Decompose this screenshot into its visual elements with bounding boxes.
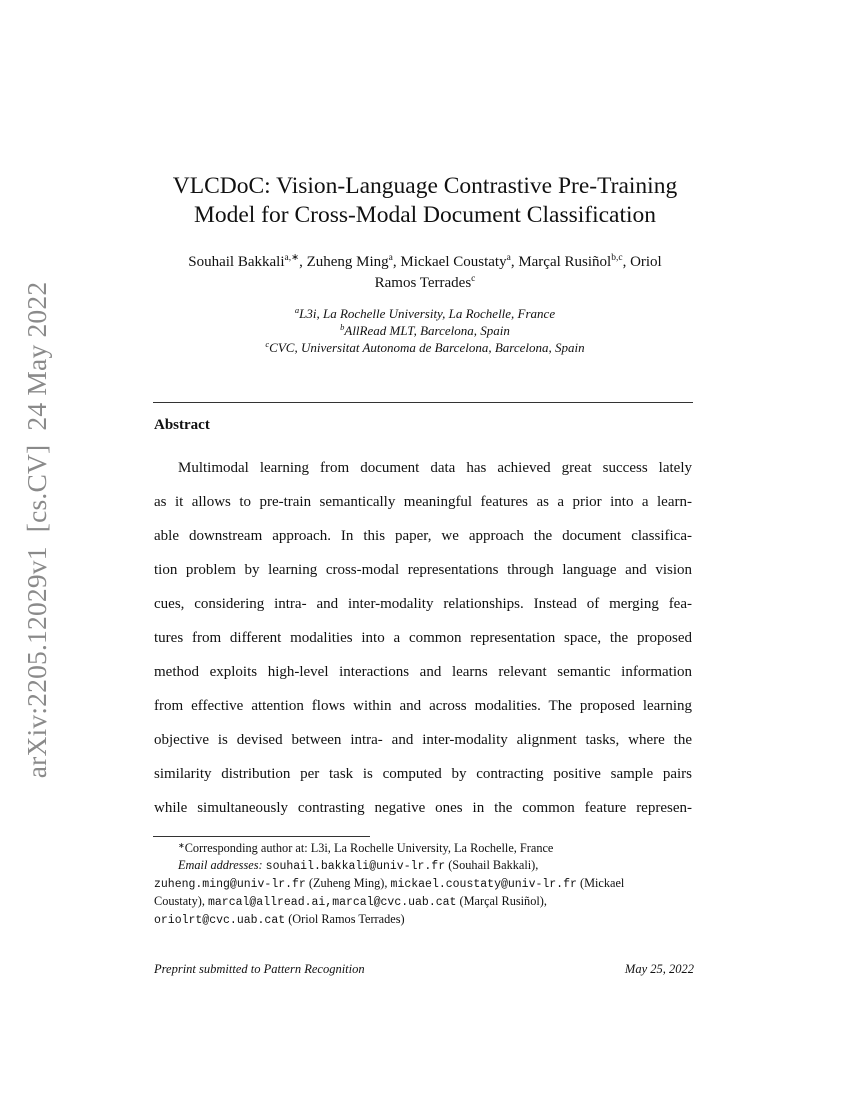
abstract-line: objective is devised between intra- and inter-modality alignment tasks, where the	[154, 732, 692, 748]
email-link[interactable]: zuheng.ming@univ-lr.fr	[154, 878, 306, 891]
title-line-2: Model for Cross-Modal Document Classification	[193, 202, 657, 228]
author-separator: ,	[392, 254, 401, 270]
email-link[interactable]: oriolrt@cvc.uab.cat	[154, 914, 286, 927]
affiliation	[150, 305, 700, 322]
affiliation-text: L3i, La Rochelle University, La Rochelle, France	[299, 306, 556, 321]
email-line	[154, 911, 694, 929]
email-line	[154, 857, 694, 875]
corresponding-text: Corresponding author at: L3i, La Rochelle University, La Rochelle, France	[184, 841, 554, 855]
email-owner: (Souhail Bakkali),	[448, 858, 539, 872]
abstract-line: while simultaneously contrasting negative ones in the common feature represen-	[154, 800, 692, 816]
email-link[interactable]: souhail.bakkali@univ-lr.fr	[265, 860, 446, 873]
affiliation	[150, 339, 700, 356]
author-separator: ,	[299, 254, 307, 270]
abstract-line: tion problem by learning cross-modal representations through language and vision	[154, 562, 692, 578]
author-line-2	[150, 273, 700, 294]
affiliation-text: CVC, Universitat Autonoma de Barcelona, Barcelona, Spain	[269, 340, 585, 355]
author-name: Souhail Bakkali	[188, 254, 285, 270]
footer-date: May 25, 2022	[624, 962, 694, 976]
affiliation-key: b	[340, 322, 345, 332]
abstract-line: method exploits high-level interactions and learns relevant semantic information	[154, 664, 692, 680]
affiliations	[150, 305, 700, 356]
abstract-line: tures from different modalities into a common representation space, the proposed	[154, 630, 692, 646]
arxiv-date: 24 May 2022	[21, 281, 52, 431]
author-name: Marçal Rusiñol	[518, 254, 612, 270]
arxiv-category: [cs.CV]	[21, 444, 52, 533]
author-affil-mark: c	[471, 274, 476, 284]
email-link[interactable]: mickael.coustaty@univ-lr.fr	[390, 878, 577, 891]
title-line-1: VLCDoC: Vision-Language Contrastive Pre-Training	[172, 173, 678, 199]
affiliation	[150, 322, 700, 339]
author-name-part: Ramos Terrades	[374, 275, 472, 291]
email-line	[154, 893, 694, 911]
abstract-line: from effective attention flows within and across modalities. The proposed learning	[154, 698, 692, 714]
author-affil-mark: a	[388, 253, 393, 263]
affiliation-key: c	[265, 339, 270, 349]
paper-title	[150, 172, 700, 230]
arxiv-stamp	[21, 282, 53, 779]
author-affil-mark: a,∗	[284, 253, 300, 263]
footnote-mark: ∗	[178, 841, 185, 850]
email-owner: (Mickael	[579, 876, 625, 890]
preprint-note: Preprint submitted to Pattern Recognition	[154, 962, 365, 976]
author-name: Mickael Coustaty	[400, 254, 507, 270]
abstract-line: as it allows to pre-train semantically meaningful features as a prior into a learn-	[154, 494, 692, 510]
email-owner: (Marçal Rusiñol),	[459, 894, 547, 908]
arxiv-id: arXiv:2205.12029v1	[21, 546, 52, 779]
author-affil-mark: a	[506, 253, 511, 263]
abstract-line: cues, considering intra- and inter-modality relationships. Instead of merging fea-	[154, 596, 692, 612]
author-name: Zuheng Ming	[306, 254, 389, 270]
abstract-line: able downstream approach. In this paper, we approach the document classifica-	[154, 528, 692, 544]
corresponding-author-note	[154, 840, 694, 857]
abstract-line: similarity distribution per task is computed by contracting positive sample pairs	[154, 766, 692, 782]
abstract-body	[154, 457, 692, 831]
abstract-heading: Abstract	[154, 417, 210, 433]
email-line	[154, 875, 694, 893]
email-owner: Coustaty),	[154, 894, 205, 908]
email-owner: (Oriol Ramos Terrades)	[288, 912, 405, 926]
affiliation-key: a	[294, 305, 300, 315]
author-affil-mark: b,c	[611, 253, 623, 263]
email-label: Email addresses:	[178, 858, 263, 872]
footnotes	[154, 840, 694, 929]
footnote-rule	[153, 836, 370, 837]
header-rule	[153, 402, 693, 403]
author-list	[150, 252, 700, 294]
email-link[interactable]: marcal@allread.ai,marcal@cvc.uab.cat	[207, 896, 457, 909]
author-separator: ,	[622, 254, 631, 270]
author-separator: ,	[510, 254, 519, 270]
abstract-line: Multimodal learning from document data has achieved great success lately	[178, 460, 692, 476]
author-line-1	[150, 252, 700, 273]
affiliation-text: AllRead MLT, Barcelona, Spain	[344, 323, 510, 338]
author-name-part: Oriol	[630, 254, 662, 270]
email-owner: (Zuheng Ming),	[308, 876, 388, 890]
